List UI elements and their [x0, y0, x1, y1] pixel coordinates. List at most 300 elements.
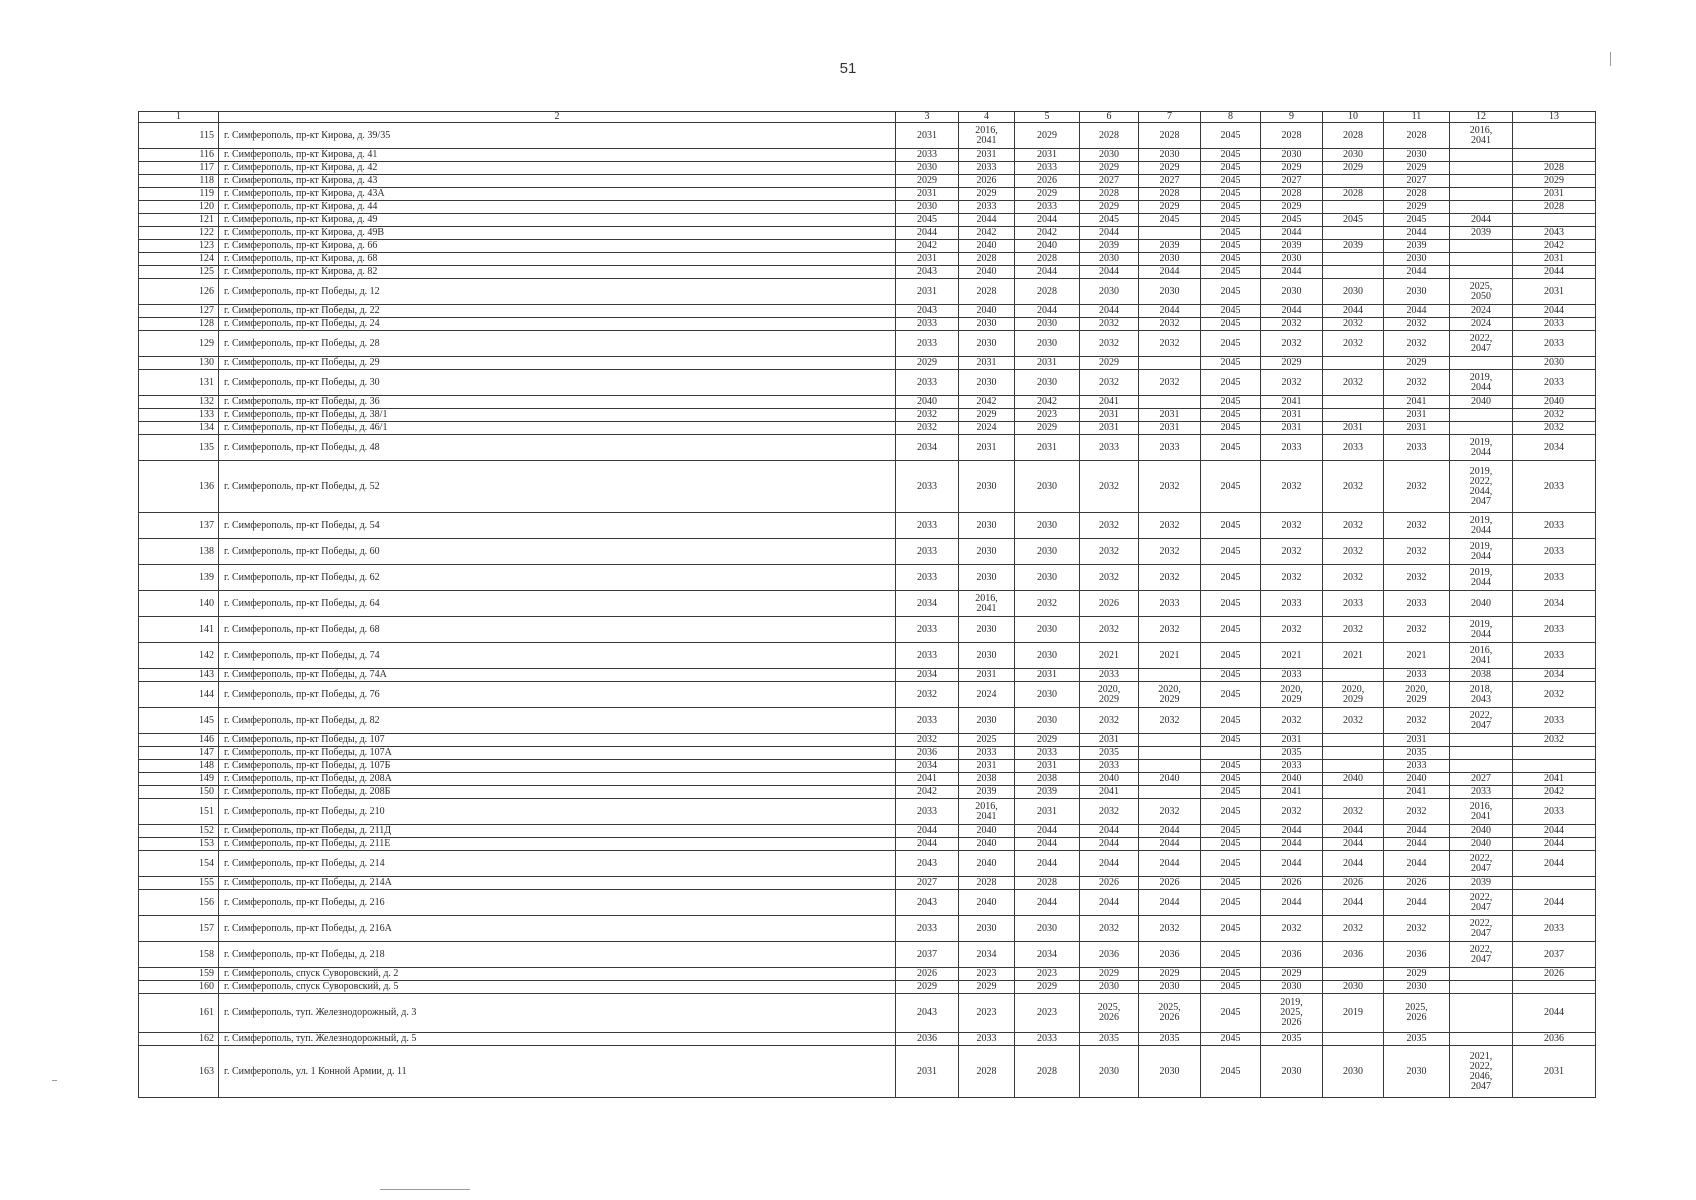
table-row	[139, 747, 1596, 760]
year-cell	[1450, 266, 1513, 279]
year-cell	[1513, 760, 1596, 773]
year-cell: 2033	[1323, 435, 1384, 461]
year-cell: 2040	[959, 851, 1015, 877]
year-cell: 2027	[1450, 773, 1513, 786]
year-cell	[1450, 1033, 1513, 1046]
column-header: 11	[1384, 112, 1450, 123]
year-cell	[1139, 734, 1201, 747]
table-row	[139, 435, 1596, 461]
table-row	[139, 305, 1596, 318]
year-cell: 2033	[1513, 331, 1596, 357]
year-cell: 2030	[1080, 253, 1139, 266]
year-cell: 2031	[1015, 149, 1080, 162]
year-cell: 2036	[1139, 942, 1201, 968]
year-cell: 2026	[1513, 968, 1596, 981]
year-cell: 2045	[1201, 279, 1261, 305]
row-number-cell: 147	[139, 747, 219, 760]
year-cell	[1513, 877, 1596, 890]
year-cell: 2030	[959, 565, 1015, 591]
year-cell: 2021	[1261, 643, 1323, 669]
year-cell: 2026	[1015, 175, 1080, 188]
year-cell: 2045	[1323, 214, 1384, 227]
year-cell: 2032	[1384, 565, 1450, 591]
year-cell: 2024	[959, 422, 1015, 435]
year-cell: 2036	[896, 1033, 959, 1046]
row-number-cell: 115	[139, 123, 219, 149]
year-cell: 2029	[959, 188, 1015, 201]
year-cell: 2033	[896, 617, 959, 643]
year-cell: 2031	[1323, 422, 1384, 435]
year-cell: 2044	[1384, 227, 1450, 240]
year-cell: 2030	[1323, 149, 1384, 162]
year-cell: 2030	[1015, 682, 1080, 708]
table-row	[139, 357, 1596, 370]
year-cell: 2044	[1015, 890, 1080, 916]
year-cell: 2018, 2043	[1450, 682, 1513, 708]
year-cell: 2042	[896, 786, 959, 799]
column-header: 13	[1513, 112, 1596, 123]
year-cell: 2033	[896, 708, 959, 734]
year-cell: 2045	[1201, 331, 1261, 357]
year-cell: 2033	[1513, 461, 1596, 513]
year-cell: 2023	[1015, 968, 1080, 981]
table-row	[139, 734, 1596, 747]
year-cell: 2029	[959, 981, 1015, 994]
year-cell: 2031	[1513, 188, 1596, 201]
year-cell: 2044	[1323, 305, 1384, 318]
address-cell: г. Симферополь, спуск Суворовский, д. 5	[219, 981, 896, 994]
year-cell: 2032	[1513, 409, 1596, 422]
year-cell: 2044	[1139, 825, 1201, 838]
year-cell: 2032	[1323, 370, 1384, 396]
year-cell: 2033	[959, 201, 1015, 214]
year-cell: 2029	[1080, 357, 1139, 370]
year-cell	[1139, 669, 1201, 682]
year-cell: 2029	[1015, 981, 1080, 994]
year-cell: 2033	[896, 565, 959, 591]
year-cell: 2044	[1323, 838, 1384, 851]
year-cell: 2032	[1384, 461, 1450, 513]
year-cell: 2031	[1384, 734, 1450, 747]
year-cell: 2031	[1513, 1046, 1596, 1098]
year-cell: 2044	[1015, 838, 1080, 851]
year-cell: 2030	[1384, 279, 1450, 305]
year-cell: 2038	[959, 773, 1015, 786]
year-cell: 2016, 2041	[1450, 643, 1513, 669]
year-cell: 2019, 2044	[1450, 435, 1513, 461]
year-cell: 2044	[1323, 851, 1384, 877]
year-cell: 2036	[1323, 942, 1384, 968]
address-cell: г. Симферополь, спуск Суворовский, д. 2	[219, 968, 896, 981]
row-number-cell: 116	[139, 149, 219, 162]
year-cell: 2030	[959, 708, 1015, 734]
year-cell: 2030	[1261, 279, 1323, 305]
table-row	[139, 370, 1596, 396]
year-cell: 2034	[896, 669, 959, 682]
year-cell: 2020, 2029	[1139, 682, 1201, 708]
row-number-cell: 121	[139, 214, 219, 227]
table-row	[139, 188, 1596, 201]
year-cell: 2036	[1513, 1033, 1596, 1046]
year-cell: 2045	[1201, 799, 1261, 825]
year-cell: 2037	[896, 942, 959, 968]
year-cell: 2045	[1201, 968, 1261, 981]
address-cell: г. Симферополь, пр-кт Кирова, д. 41	[219, 149, 896, 162]
year-cell	[1450, 409, 1513, 422]
address-cell: г. Симферополь, пр-кт Победы, д. 216А	[219, 916, 896, 942]
year-cell	[1139, 786, 1201, 799]
table-row	[139, 409, 1596, 422]
year-cell: 2045	[1201, 513, 1261, 539]
year-cell: 2040	[959, 240, 1015, 253]
year-cell	[1139, 747, 1201, 760]
column-header: 12	[1450, 112, 1513, 123]
year-cell: 2044	[1384, 851, 1450, 877]
year-cell: 2040	[1384, 773, 1450, 786]
year-cell: 2033	[1513, 643, 1596, 669]
year-cell: 2034	[896, 591, 959, 617]
year-cell: 2033	[896, 370, 959, 396]
year-cell	[1450, 175, 1513, 188]
year-cell: 2016, 2041	[959, 591, 1015, 617]
year-cell: 2029	[1080, 162, 1139, 175]
year-cell: 2031	[1015, 760, 1080, 773]
column-header: 4	[959, 112, 1015, 123]
year-cell: 2042	[1015, 396, 1080, 409]
year-cell: 2035	[1384, 1033, 1450, 1046]
year-cell: 2019	[1323, 994, 1384, 1033]
year-cell: 2032	[1384, 370, 1450, 396]
row-number-cell: 142	[139, 643, 219, 669]
row-number-cell: 127	[139, 305, 219, 318]
year-cell: 2038	[1015, 773, 1080, 786]
year-cell: 2041	[896, 773, 959, 786]
year-cell: 2040	[1261, 773, 1323, 786]
table-row	[139, 786, 1596, 799]
year-cell	[1323, 266, 1384, 279]
address-cell: г. Симферополь, пр-кт Победы, д. 12	[219, 279, 896, 305]
year-cell: 2045	[1139, 214, 1201, 227]
row-number-cell: 140	[139, 591, 219, 617]
year-cell: 2021, 2022, 2046, 2047	[1450, 1046, 1513, 1098]
table-row	[139, 565, 1596, 591]
year-cell: 2028	[1261, 123, 1323, 149]
year-cell: 2030	[1139, 1046, 1201, 1098]
year-cell: 2040	[896, 396, 959, 409]
year-cell	[1323, 201, 1384, 214]
year-cell: 2031	[896, 279, 959, 305]
year-cell: 2023	[959, 968, 1015, 981]
year-cell: 2043	[896, 266, 959, 279]
year-cell: 2033	[1080, 760, 1139, 773]
table-row	[139, 942, 1596, 968]
year-cell: 2040	[1080, 773, 1139, 786]
year-cell: 2032	[1261, 708, 1323, 734]
table-row	[139, 539, 1596, 565]
year-cell: 2045	[1201, 461, 1261, 513]
year-cell: 2032	[1139, 565, 1201, 591]
year-cell: 2045	[1201, 825, 1261, 838]
row-number-cell: 117	[139, 162, 219, 175]
year-cell: 2019, 2044	[1450, 617, 1513, 643]
year-cell: 2044	[1080, 825, 1139, 838]
year-cell: 2044	[1080, 305, 1139, 318]
year-cell: 2038	[1450, 669, 1513, 682]
year-cell	[1450, 188, 1513, 201]
year-cell: 2025, 2026	[1139, 994, 1201, 1033]
year-cell: 2044	[1261, 227, 1323, 240]
table-row	[139, 851, 1596, 877]
year-cell: 2045	[1201, 266, 1261, 279]
year-cell: 2040	[959, 890, 1015, 916]
year-cell: 2030	[1015, 643, 1080, 669]
year-cell: 2023	[1015, 994, 1080, 1033]
year-cell: 2029	[1139, 968, 1201, 981]
year-cell: 2030	[1261, 149, 1323, 162]
year-cell: 2032	[1261, 617, 1323, 643]
year-cell: 2031	[1261, 734, 1323, 747]
year-cell: 2024	[959, 682, 1015, 708]
year-cell: 2033	[1015, 201, 1080, 214]
year-cell: 2033	[1139, 591, 1201, 617]
year-cell: 2031	[1080, 409, 1139, 422]
year-cell: 2040	[959, 825, 1015, 838]
year-cell: 2030	[1139, 149, 1201, 162]
year-cell: 2034	[959, 942, 1015, 968]
year-cell: 2030	[1261, 253, 1323, 266]
year-cell: 2030	[1139, 279, 1201, 305]
table-row	[139, 266, 1596, 279]
row-number-cell: 155	[139, 877, 219, 890]
year-cell: 2045	[1201, 643, 1261, 669]
address-cell: г. Симферополь, пр-кт Кирова, д. 49В	[219, 227, 896, 240]
year-cell: 2033	[959, 747, 1015, 760]
year-cell	[1323, 1033, 1384, 1046]
year-cell: 2033	[896, 643, 959, 669]
year-cell	[1201, 747, 1261, 760]
year-cell: 2033	[1513, 617, 1596, 643]
row-number-cell: 159	[139, 968, 219, 981]
year-cell: 2033	[1450, 786, 1513, 799]
year-cell: 2030	[1015, 708, 1080, 734]
year-cell: 2045	[1201, 435, 1261, 461]
year-cell: 2029	[1261, 968, 1323, 981]
year-cell: 2032	[1080, 539, 1139, 565]
year-cell: 2016, 2041	[959, 123, 1015, 149]
address-cell: г. Симферополь, пр-кт Победы, д. 208Б	[219, 786, 896, 799]
year-cell: 2028	[1015, 1046, 1080, 1098]
column-header: 3	[896, 112, 959, 123]
row-number-cell: 125	[139, 266, 219, 279]
row-number-cell: 120	[139, 201, 219, 214]
year-cell: 2016, 2041	[1450, 799, 1513, 825]
year-cell: 2045	[1201, 877, 1261, 890]
year-cell: 2044	[1080, 838, 1139, 851]
year-cell: 2044	[959, 214, 1015, 227]
scan-artifact	[52, 1080, 57, 1081]
year-cell: 2030	[1080, 149, 1139, 162]
year-cell: 2031	[1384, 422, 1450, 435]
year-cell: 2022, 2047	[1450, 331, 1513, 357]
year-cell: 2032	[1139, 318, 1201, 331]
year-cell: 2045	[1201, 890, 1261, 916]
table-row	[139, 682, 1596, 708]
row-number-cell: 146	[139, 734, 219, 747]
year-cell: 2039	[1323, 240, 1384, 253]
table-row	[139, 1046, 1596, 1098]
row-number-cell: 139	[139, 565, 219, 591]
year-cell: 2033	[1384, 435, 1450, 461]
year-cell: 2030	[1139, 981, 1201, 994]
address-cell: г. Симферополь, пр-кт Победы, д. 24	[219, 318, 896, 331]
address-cell: г. Симферополь, пр-кт Победы, д. 82	[219, 708, 896, 734]
year-cell: 2040	[1450, 838, 1513, 851]
year-cell: 2044	[1015, 266, 1080, 279]
year-cell: 2031	[1015, 799, 1080, 825]
schedule-table-wrap	[138, 111, 1595, 1098]
year-cell: 2039	[1080, 240, 1139, 253]
year-cell: 2026	[1323, 877, 1384, 890]
year-cell: 2045	[1201, 1033, 1261, 1046]
row-number-cell: 134	[139, 422, 219, 435]
year-cell: 2029	[896, 357, 959, 370]
year-cell	[1450, 422, 1513, 435]
year-cell: 2029	[1080, 968, 1139, 981]
year-cell: 2044	[1080, 851, 1139, 877]
address-cell: г. Симферополь, пр-кт Победы, д. 36	[219, 396, 896, 409]
year-cell: 2028	[1384, 123, 1450, 149]
year-cell	[1323, 409, 1384, 422]
year-cell: 2030	[959, 617, 1015, 643]
year-cell: 2030	[959, 370, 1015, 396]
year-cell: 2019, 2025, 2026	[1261, 994, 1323, 1033]
year-cell: 2031	[896, 1046, 959, 1098]
table-row	[139, 799, 1596, 825]
year-cell: 2042	[1513, 240, 1596, 253]
year-cell: 2035	[1080, 1033, 1139, 1046]
table-row	[139, 643, 1596, 669]
year-cell	[1323, 669, 1384, 682]
year-cell: 2044	[1323, 825, 1384, 838]
year-cell: 2039	[1139, 240, 1201, 253]
year-cell: 2044	[1261, 305, 1323, 318]
year-cell: 2044	[1513, 838, 1596, 851]
year-cell: 2045	[1201, 201, 1261, 214]
header-row	[139, 112, 1596, 123]
year-cell: 2042	[1015, 227, 1080, 240]
row-number-cell: 118	[139, 175, 219, 188]
year-cell: 2026	[1080, 591, 1139, 617]
address-cell: г. Симферополь, пр-кт Кирова, д. 68	[219, 253, 896, 266]
year-cell: 2033	[1323, 591, 1384, 617]
year-cell: 2045	[1201, 591, 1261, 617]
address-cell: г. Симферополь, туп. Железнодорожный, д. 5	[219, 1033, 896, 1046]
table-row	[139, 422, 1596, 435]
year-cell: 2032	[896, 734, 959, 747]
year-cell	[1323, 968, 1384, 981]
year-cell: 2044	[1513, 266, 1596, 279]
year-cell: 2040	[1323, 773, 1384, 786]
year-cell: 2032	[1139, 370, 1201, 396]
year-cell: 2033	[896, 513, 959, 539]
year-cell: 2040	[959, 838, 1015, 851]
year-cell	[1450, 747, 1513, 760]
address-cell: г. Симферополь, пр-кт Победы, д. 29	[219, 357, 896, 370]
column-header: 7	[1139, 112, 1201, 123]
year-cell: 2028	[1015, 253, 1080, 266]
year-cell: 2027	[896, 877, 959, 890]
year-cell	[1323, 175, 1384, 188]
address-cell: г. Симферополь, пр-кт Победы, д. 52	[219, 461, 896, 513]
year-cell: 2032	[1080, 617, 1139, 643]
year-cell: 2030	[1015, 513, 1080, 539]
year-cell: 2032	[1139, 916, 1201, 942]
table-row	[139, 890, 1596, 916]
year-cell: 2033	[1384, 760, 1450, 773]
table-row	[139, 968, 1596, 981]
year-cell: 2030	[959, 461, 1015, 513]
table-row	[139, 214, 1596, 227]
address-cell: г. Симферополь, пр-кт Победы, д. 62	[219, 565, 896, 591]
year-cell: 2033	[896, 149, 959, 162]
table-row	[139, 617, 1596, 643]
table-row	[139, 331, 1596, 357]
year-cell: 2032	[1080, 565, 1139, 591]
address-cell: г. Симферополь, пр-кт Победы, д. 211Д	[219, 825, 896, 838]
table-row	[139, 708, 1596, 734]
year-cell: 2019, 2044	[1450, 513, 1513, 539]
year-cell: 2029	[1384, 357, 1450, 370]
year-cell: 2044	[896, 227, 959, 240]
year-cell: 2034	[1513, 435, 1596, 461]
row-number-cell: 148	[139, 760, 219, 773]
year-cell: 2033	[1139, 435, 1201, 461]
year-cell: 2033	[959, 1033, 1015, 1046]
year-cell: 2032	[1323, 916, 1384, 942]
year-cell	[1323, 227, 1384, 240]
year-cell: 2030	[1261, 981, 1323, 994]
year-cell: 2042	[1513, 786, 1596, 799]
year-cell: 2033	[1384, 591, 1450, 617]
year-cell: 2023	[959, 994, 1015, 1033]
year-cell: 2043	[896, 890, 959, 916]
year-cell: 2043	[896, 305, 959, 318]
year-cell: 2045	[1201, 123, 1261, 149]
year-cell: 2029	[1261, 162, 1323, 175]
row-number-cell: 128	[139, 318, 219, 331]
year-cell: 2032	[1323, 708, 1384, 734]
year-cell: 2028	[1261, 188, 1323, 201]
year-cell: 2032	[1139, 513, 1201, 539]
year-cell: 2044	[1384, 825, 1450, 838]
year-cell: 2028	[1015, 279, 1080, 305]
year-cell: 2031	[1139, 409, 1201, 422]
year-cell: 2044	[1384, 890, 1450, 916]
year-cell: 2033	[1513, 916, 1596, 942]
year-cell: 2033	[1015, 1033, 1080, 1046]
year-cell: 2040	[1513, 396, 1596, 409]
row-number-cell: 135	[139, 435, 219, 461]
scan-artifact	[380, 1189, 470, 1190]
year-cell: 2033	[896, 799, 959, 825]
year-cell: 2032	[896, 682, 959, 708]
year-cell: 2045	[1201, 994, 1261, 1033]
year-cell: 2043	[896, 851, 959, 877]
year-cell: 2031	[896, 253, 959, 266]
column-header: 5	[1015, 112, 1080, 123]
table-row	[139, 877, 1596, 890]
year-cell: 2032	[1261, 370, 1323, 396]
